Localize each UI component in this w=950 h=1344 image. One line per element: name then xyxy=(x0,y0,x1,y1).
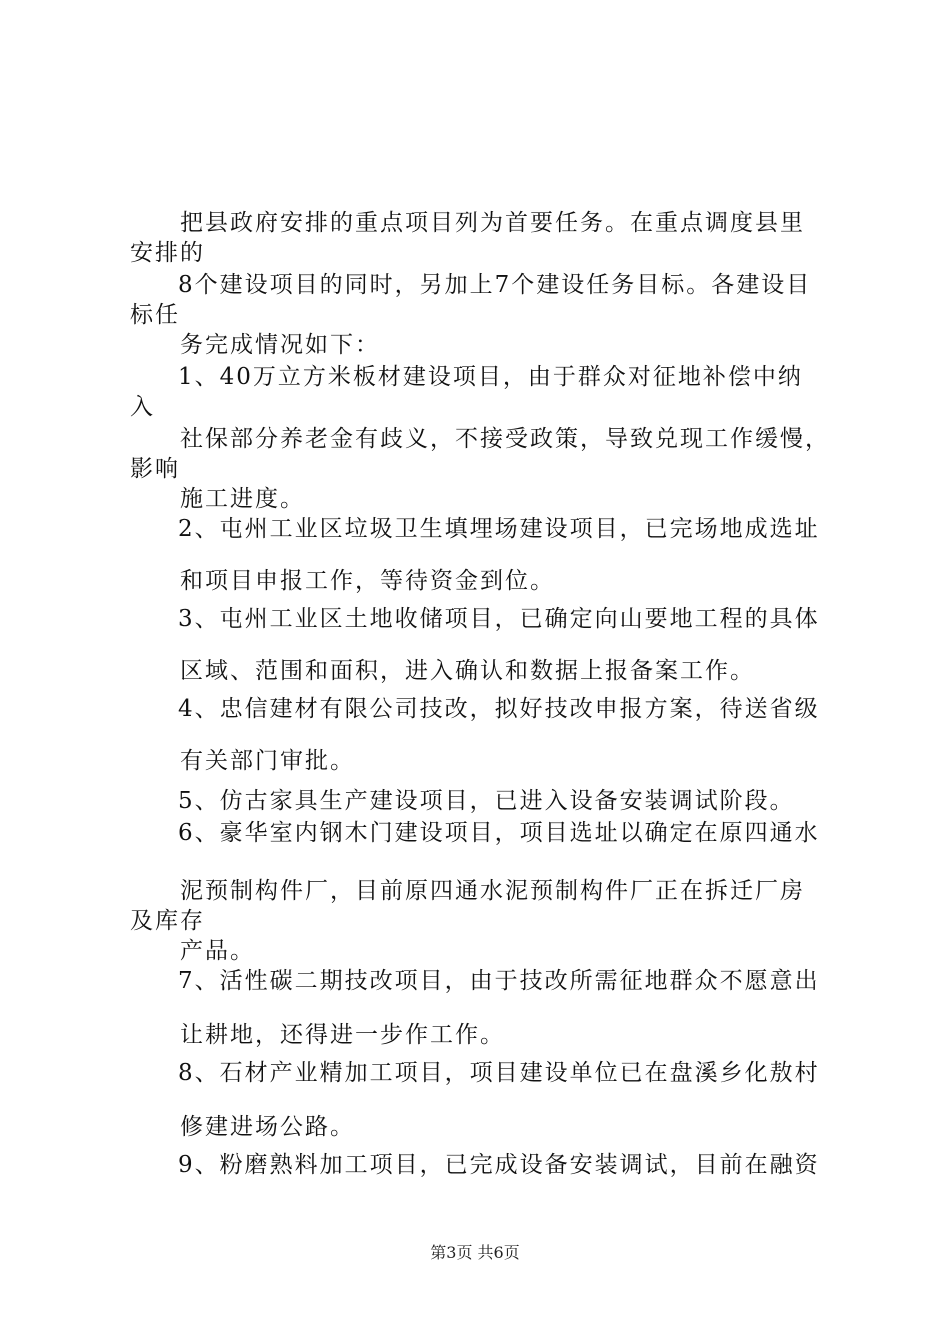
text-line: 社保部分养老金有歧义，不接受政策，导致兑现工作缓慢， xyxy=(180,426,830,452)
text-line: 让耕地，还得进一步作工作。 xyxy=(180,1022,505,1048)
text-line: 把县政府安排的重点项目列为首要任务。在重点调度县里 xyxy=(180,210,805,236)
text-line: 入 xyxy=(130,394,155,420)
text-line: 有关部门审批。 xyxy=(180,748,355,774)
text-line: 2、屯州工业区垃圾卫生填埋场建设项目，已完场地成选址 xyxy=(178,516,820,542)
text-line: 4、忠信建材有限公司技改，拟好技改申报方案，待送省级 xyxy=(178,696,820,722)
text-line: 产品。 xyxy=(180,938,255,964)
text-line: 9、粉磨熟料加工项目，已完成设备安装调试，目前在融资 xyxy=(178,1152,820,1178)
text-line: 区域、范围和面积，进入确认和数据上报备案工作。 xyxy=(180,658,755,684)
text-line: 1、40万立方米板材建设项目，由于群众对征地补偿中纳 xyxy=(178,364,803,390)
text-line: 5、仿古家具生产建设项目，已进入设备安装调试阶段。 xyxy=(178,788,795,814)
text-line: 及库存 xyxy=(130,908,205,934)
text-line: 务完成情况如下： xyxy=(180,332,380,358)
text-line: 和项目申报工作，等待资金到位。 xyxy=(180,568,555,594)
text-line: 6、豪华室内钢木门建设项目，项目选址以确定在原四通水 xyxy=(178,820,820,846)
text-line: 泥预制构件厂，目前原四通水泥预制构件厂正在拆迁厂房 xyxy=(180,878,805,904)
page-number: 第3页 共6页 xyxy=(430,1243,520,1262)
text-line: 7、活性碳二期技改项目，由于技改所需征地群众不愿意出 xyxy=(178,968,820,994)
text-line: 8、石材产业精加工项目，项目建设单位已在盘溪乡化敖村 xyxy=(178,1060,820,1086)
text-line: 修建进场公路。 xyxy=(180,1114,355,1140)
text-line: 安排的 xyxy=(130,240,205,266)
text-line: 影响 xyxy=(130,456,180,482)
text-line: 8个建设项目的同时，另加上7个建设任务目标。各建设目 xyxy=(178,272,812,298)
text-line: 3、屯州工业区土地收储项目，已确定向山要地工程的具体 xyxy=(178,606,820,632)
text-line: 施工进度。 xyxy=(180,486,305,512)
text-line: 标任 xyxy=(130,302,180,328)
